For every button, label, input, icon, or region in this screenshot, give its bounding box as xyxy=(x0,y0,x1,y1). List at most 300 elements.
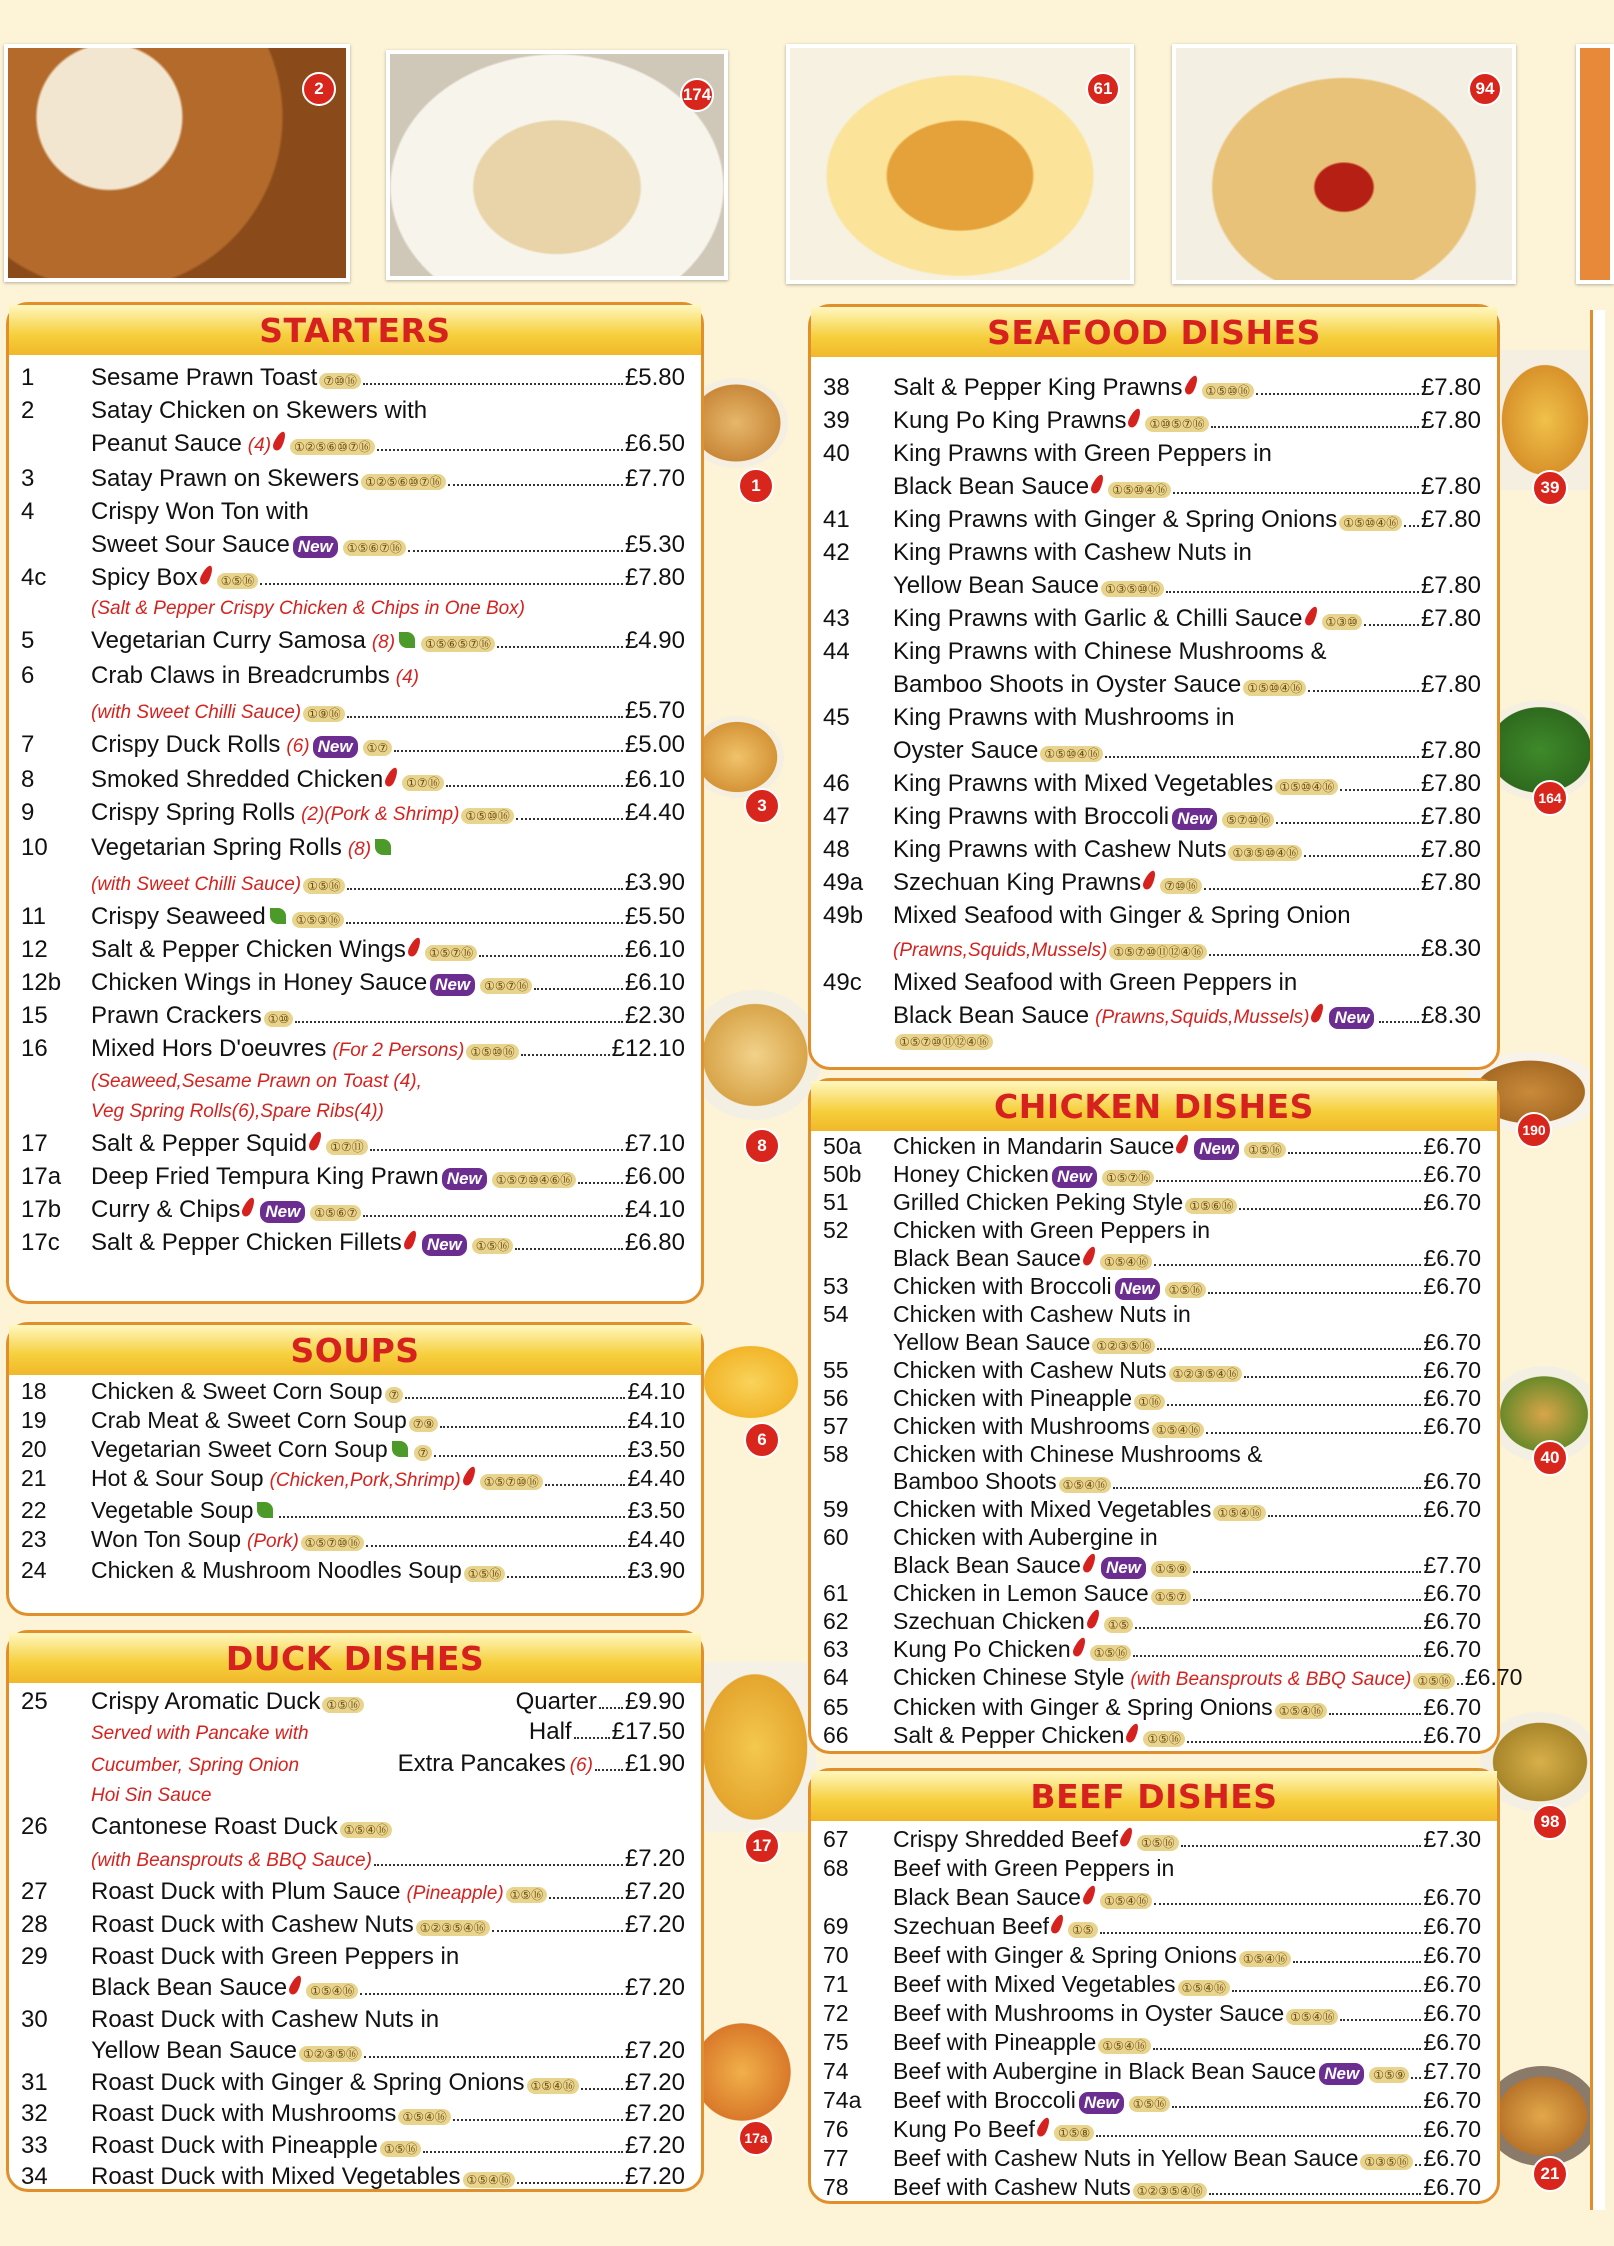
item-number: 19 xyxy=(21,1407,47,1433)
item-number: 70 xyxy=(823,1941,849,1968)
item-number: 12 xyxy=(21,936,48,963)
item-body xyxy=(893,635,1481,701)
item-line xyxy=(893,1468,1481,1496)
dot-leader xyxy=(1204,888,1419,890)
menu-item xyxy=(823,1580,1481,1608)
item-body xyxy=(91,2161,685,2193)
item-body xyxy=(893,371,1481,404)
chili-icon xyxy=(1303,605,1320,627)
item-number: 46 xyxy=(823,770,850,797)
item-price: £6.70 xyxy=(1423,1580,1481,1607)
item-number: 49a xyxy=(823,869,864,896)
menu-item xyxy=(823,437,1481,503)
item-price: £6.80 xyxy=(624,1229,685,1256)
item-line xyxy=(893,1636,1481,1664)
item-line xyxy=(893,1441,1481,1469)
item-body xyxy=(91,763,685,796)
item-name: Satay Prawn on Skewers xyxy=(91,465,360,492)
item-price: £6.70 xyxy=(1423,1356,1481,1383)
menu-item xyxy=(823,2115,1481,2144)
item-number: 53 xyxy=(823,1272,849,1299)
item-note: (with Sweet Chilli Sauce) xyxy=(91,702,302,723)
side-dish-badge: 17 xyxy=(744,1828,780,1864)
item-price: £7.20 xyxy=(624,2131,685,2159)
allergen-codes: ①⑤⑦⑩⑪⑫④⑯ xyxy=(1109,944,1207,960)
item-name: Black Bean Sauce xyxy=(893,1244,1081,1271)
item-line xyxy=(893,1413,1481,1441)
item-name: King Prawns with Mixed Vegetables xyxy=(893,770,1274,797)
dot-leader xyxy=(1379,1021,1419,1023)
item-line xyxy=(91,1226,685,1259)
item-number: 47 xyxy=(823,803,850,830)
item-line xyxy=(893,2115,1481,2144)
item-line xyxy=(91,659,685,694)
menu-item xyxy=(823,404,1481,437)
dot-leader xyxy=(377,449,623,451)
item-name: Beef with Cashew Nuts in Yellow Bean Sauce xyxy=(893,2144,1359,2171)
dot-leader xyxy=(1209,954,1419,956)
section-title: CHICKEN DISHES xyxy=(811,1081,1497,1131)
item-name: Crispy Seaweed xyxy=(91,903,266,930)
allergen-codes: ①⑤⑯ xyxy=(303,878,345,894)
item-name: Cantonese Roast Duck xyxy=(91,1813,338,1840)
dot-leader xyxy=(347,716,623,718)
item-body xyxy=(91,462,685,495)
item-number: 16 xyxy=(21,1035,48,1062)
menu-item xyxy=(823,1189,1481,1217)
item-name: Won Ton Soup xyxy=(91,1525,242,1552)
item-name: Crispy Aromatic Duck xyxy=(91,1688,321,1715)
allergen-codes: ⑦ xyxy=(385,1387,404,1403)
duck-section xyxy=(6,1630,704,2192)
dot-leader xyxy=(408,550,623,552)
menu-item xyxy=(823,602,1481,635)
allergen-codes: ①⑤⑯ xyxy=(1165,1282,1207,1298)
item-name: Peanut Sauce xyxy=(91,430,242,457)
item-body xyxy=(893,404,1481,437)
item-price: £7.20 xyxy=(624,1911,685,1938)
section-title: DUCK DISHES xyxy=(9,1633,701,1683)
item-detail: (with Beansprouts & BBQ Sauce) xyxy=(1130,1669,1412,1691)
allergen-codes: ①③⑤⑯ xyxy=(1360,2154,1412,2170)
item-body xyxy=(91,2098,685,2130)
allergen-codes: ⑦ xyxy=(414,1445,433,1461)
item-number: 17b xyxy=(21,1196,62,1223)
item-price: £7.80 xyxy=(624,564,685,591)
dot-leader xyxy=(516,818,623,820)
item-name: Roast Duck with Cashew Nuts xyxy=(91,1911,414,1938)
portion-label: Half xyxy=(528,1718,572,1745)
item-body xyxy=(893,899,1481,966)
dot-leader xyxy=(260,583,623,585)
allergen-codes: ①⑤⑩④⑯ xyxy=(1108,482,1171,498)
item-name: Beef with Green Peppers in xyxy=(893,1855,1175,1881)
item-price: £7.80 xyxy=(1420,605,1481,632)
item-number: 17c xyxy=(21,1229,60,1256)
item-number: 50b xyxy=(823,1161,862,1187)
side-dish-photo xyxy=(696,1340,806,1424)
item-price: £7.80 xyxy=(1420,770,1481,797)
dot-leader xyxy=(1096,2135,1421,2137)
item-line xyxy=(893,1245,1481,1273)
menu-item xyxy=(823,1912,1481,1941)
menu-item xyxy=(21,999,685,1032)
item-number: 51 xyxy=(823,1189,849,1215)
item-price: £4.90 xyxy=(624,627,685,654)
item-name: Szechuan Chicken xyxy=(893,1608,1085,1635)
item-line xyxy=(893,1217,1481,1245)
item-body xyxy=(893,767,1481,800)
item-number: 17a xyxy=(21,1163,62,1190)
item-body xyxy=(91,999,685,1032)
item-note: Hoi Sin Sauce xyxy=(91,1785,212,1806)
item-price: £17.50 xyxy=(611,1718,685,1745)
vegetarian-leaf-icon xyxy=(399,632,415,648)
item-line xyxy=(91,1464,685,1496)
item-price: £7.20 xyxy=(624,1844,685,1872)
new-badge: New xyxy=(313,736,358,758)
item-name: Chicken & Mushroom Noodles Soup xyxy=(91,1557,462,1583)
item-price: £5.50 xyxy=(624,903,685,930)
item-line xyxy=(893,602,1481,635)
item-number: 29 xyxy=(21,1942,48,1970)
chili-icon xyxy=(406,936,423,958)
new-badge: New xyxy=(1101,1557,1146,1579)
item-price: £3.90 xyxy=(624,869,685,896)
item-number: 20 xyxy=(21,1436,47,1462)
new-badge: New xyxy=(293,536,338,558)
dot-leader xyxy=(1308,690,1419,692)
item-detail: (Pork) xyxy=(247,1530,299,1552)
item-price: £6.70 xyxy=(1423,1161,1481,1187)
item-name: Roast Duck with Ginger & Spring Onions xyxy=(91,2068,525,2096)
item-price: £4.40 xyxy=(624,799,685,826)
allergen-codes: ①⑤⑯ xyxy=(217,573,259,589)
item-body xyxy=(893,1664,1523,1694)
item-number: 12b xyxy=(21,969,62,996)
allergen-codes: ①⑤⑦⑯ xyxy=(1102,1170,1154,1186)
dot-leader xyxy=(1105,756,1418,758)
item-line xyxy=(893,966,1481,999)
photo-badge: 174 xyxy=(680,78,714,112)
item-price: £6.70 xyxy=(1423,1189,1481,1215)
item-number: 49b xyxy=(823,902,864,929)
item-name: Szechuan Beef xyxy=(893,1912,1050,1939)
item-body xyxy=(893,1636,1481,1664)
allergen-codes: ①⑤⑯ xyxy=(1137,1835,1179,1851)
dot-leader xyxy=(534,988,623,990)
photo-lemon-chicken xyxy=(786,44,1134,284)
item-name: Mixed Seafood with Green Peppers in xyxy=(893,969,1298,996)
dot-leader xyxy=(1304,855,1419,857)
item-price: £6.70 xyxy=(1423,1970,1481,1997)
new-badge: New xyxy=(1319,2063,1364,2085)
allergen-codes: ①⑤⑩⑯ xyxy=(466,1044,518,1060)
section-title: SOUPS xyxy=(9,1325,701,1375)
item-number: 30 xyxy=(21,2005,48,2033)
dot-leader xyxy=(295,1021,623,1023)
item-number: 74 xyxy=(823,2057,849,2084)
item-number: 22 xyxy=(21,1496,47,1523)
item-number: 31 xyxy=(21,2068,48,2096)
dot-leader xyxy=(448,484,623,486)
dot-leader xyxy=(549,1897,623,1899)
photo-tempura-prawns xyxy=(1172,44,1516,284)
item-name: Smoked Shredded Chicken xyxy=(91,766,384,793)
allergen-codes: ①③⑤⑩⑯ xyxy=(1101,581,1164,597)
item-body xyxy=(91,361,685,394)
item-number: 28 xyxy=(21,1911,48,1938)
item-body xyxy=(893,2144,1481,2173)
item-price: £7.70 xyxy=(1423,2057,1481,2084)
item-line xyxy=(893,1273,1481,1301)
side-dish-badge: 39 xyxy=(1532,470,1568,506)
menu-item xyxy=(823,371,1481,404)
item-line xyxy=(91,2130,685,2162)
item-body xyxy=(893,833,1481,866)
item-body xyxy=(91,2004,685,2067)
item-name: King Prawns with Green Peppers in xyxy=(893,440,1272,467)
item-body xyxy=(91,561,685,624)
new-badge: New xyxy=(260,1201,305,1223)
item-name: Grilled Chicken Peking Style xyxy=(893,1189,1184,1215)
item-body xyxy=(91,966,685,999)
item-price: £8.30 xyxy=(1420,935,1481,962)
item-body xyxy=(893,2115,1481,2144)
photo-satay-chicken xyxy=(4,44,350,282)
menu-item xyxy=(21,394,685,462)
item-line xyxy=(893,2028,1481,2057)
item-name: Sesame Prawn Toast xyxy=(91,364,318,391)
item-line xyxy=(893,1999,1481,2028)
dot-leader xyxy=(1268,1515,1422,1517)
chili-icon xyxy=(198,564,215,586)
allergen-codes: ①⑯ xyxy=(1134,1394,1165,1410)
chili-icon xyxy=(1310,1002,1327,1024)
item-number: 59 xyxy=(823,1496,849,1523)
item-name: King Prawns with Broccoli xyxy=(893,803,1170,830)
item-line xyxy=(893,1524,1481,1552)
item-price: £6.70 xyxy=(1423,1941,1481,1968)
item-body xyxy=(893,1357,1481,1385)
item-number: 23 xyxy=(21,1525,47,1552)
item-name: Chicken in Lemon Sauce xyxy=(893,1580,1149,1607)
dot-leader xyxy=(1329,1713,1421,1715)
menu-item xyxy=(823,503,1481,536)
menu-item xyxy=(823,536,1481,602)
dot-leader xyxy=(1166,591,1419,593)
menu-item xyxy=(823,2086,1481,2115)
side-dish-badge: 190 xyxy=(1516,1112,1552,1148)
allergen-codes: ①⑦ xyxy=(363,740,393,756)
item-line xyxy=(91,1525,685,1557)
dot-leader xyxy=(1404,525,1419,527)
item-number: 41 xyxy=(823,506,850,533)
menu-item xyxy=(823,2173,1481,2202)
item-price: £6.70 xyxy=(1423,1272,1481,1299)
item-name: Beef with Ginger & Spring Onions xyxy=(893,1941,1237,1968)
menu-item xyxy=(823,701,1481,767)
item-number: 15 xyxy=(21,1002,48,1029)
item-number: 69 xyxy=(823,1912,849,1939)
allergen-codes: ①②⑤⑥⑩⑦⑯ xyxy=(361,474,446,490)
item-number: 3 xyxy=(21,465,35,492)
item-name: Oyster Sauce xyxy=(893,737,1039,764)
item-price: £6.70 xyxy=(1423,1244,1481,1271)
item-name: Black Bean Sauce xyxy=(91,1974,288,2001)
allergen-codes: ①⑤④⑯ xyxy=(1275,1703,1327,1719)
item-name: Beef with Mushrooms in Oyster Sauce xyxy=(893,1999,1285,2026)
item-name: Honey Chicken xyxy=(893,1161,1049,1187)
item-number: 74a xyxy=(823,2086,862,2113)
item-name: Crab Claws in Breadcrumbs xyxy=(91,662,390,689)
item-name: King Prawns with Cashew Nuts xyxy=(893,836,1227,863)
item-price: £3.90 xyxy=(627,1557,685,1583)
item-detail: (4) xyxy=(247,435,272,456)
menu-item xyxy=(21,1160,685,1193)
seafood-list xyxy=(811,357,1497,1050)
dot-leader xyxy=(366,1545,626,1547)
allergen-codes: ①⑤⑯ xyxy=(472,1238,514,1254)
item-price: £7.70 xyxy=(624,465,685,492)
item-line xyxy=(91,1876,685,1910)
new-badge: New xyxy=(1052,1166,1097,1188)
item-name: Satay Chicken on Skewers with xyxy=(91,397,428,424)
item-price: £7.20 xyxy=(624,1974,685,2001)
item-name: Spicy Box xyxy=(91,564,198,591)
menu-item xyxy=(823,1217,1481,1273)
photo-badge: 61 xyxy=(1086,72,1120,106)
menu-item xyxy=(21,1909,685,1941)
item-number: 5 xyxy=(21,627,35,654)
menu-item xyxy=(21,1496,685,1525)
new-badge: New xyxy=(1329,1007,1374,1029)
item-body xyxy=(893,2028,1481,2057)
item-name: Salt & Pepper Chicken xyxy=(893,1721,1125,1748)
photo-badge: 94 xyxy=(1468,72,1502,106)
allergen-codes: ①②③⑤④⑯ xyxy=(1133,2183,1207,2199)
allergen-codes: ①⑤⑯ xyxy=(1244,1142,1286,1158)
duck-items xyxy=(21,1811,685,2193)
item-line xyxy=(91,1406,685,1435)
item-number: 76 xyxy=(823,2115,849,2142)
allergen-codes: ①⑤⑥⑯ xyxy=(1185,1198,1237,1214)
dot-leader xyxy=(1167,1404,1422,1406)
item-line xyxy=(893,503,1481,536)
item-line xyxy=(91,462,685,495)
menu-item xyxy=(21,1687,685,1811)
dot-leader xyxy=(497,646,623,648)
item-name: Kung Po King Prawns xyxy=(893,407,1127,434)
duck-list xyxy=(9,1683,701,2193)
dot-leader xyxy=(1411,2077,1421,2079)
item-body xyxy=(91,1377,685,1406)
item-name: Black Bean Sauce xyxy=(893,1552,1081,1579)
item-number: 68 xyxy=(823,1855,849,1881)
item-price: £6.70 xyxy=(1423,1693,1481,1720)
dot-leader xyxy=(394,750,623,752)
item-line xyxy=(893,734,1481,767)
dot-leader xyxy=(1193,1571,1421,1573)
allergen-codes: ①⑤⑩④⑯ xyxy=(1339,515,1402,531)
item-line xyxy=(893,404,1481,437)
allergen-codes: ①⑤④⑯ xyxy=(1098,2038,1150,2054)
item-number: 61 xyxy=(823,1580,849,1607)
dot-leader xyxy=(347,888,623,890)
dot-leader xyxy=(434,1455,625,1457)
menu-item xyxy=(21,1464,685,1496)
item-line xyxy=(91,728,685,763)
item-body xyxy=(893,2086,1481,2115)
item-line xyxy=(91,2035,685,2067)
item-body xyxy=(893,701,1481,767)
item-body xyxy=(91,1811,685,1876)
item-name: Chicken with Mushrooms xyxy=(893,1412,1150,1439)
allergen-codes: ①⑤⑩④⑯ xyxy=(1040,746,1103,762)
item-price: £9.90 xyxy=(624,1688,685,1715)
item-number: 43 xyxy=(823,605,850,632)
item-number: 39 xyxy=(823,407,850,434)
item-body xyxy=(893,536,1481,602)
item-note: (with Beansprouts & BBQ Sauce) xyxy=(91,1849,372,1871)
chili-icon xyxy=(1141,869,1158,891)
side-dish-badge: 1 xyxy=(738,468,774,504)
menu-item xyxy=(823,1133,1481,1161)
allergen-codes: ①②③⑤④⑯ xyxy=(416,1920,490,1936)
allergen-codes: ①⑤⑯ xyxy=(1143,1731,1185,1747)
item-number: 50a xyxy=(823,1133,862,1159)
item-line xyxy=(893,1854,1481,1883)
menu-item xyxy=(823,2144,1481,2173)
allergen-codes: ①⑤④⑯ xyxy=(463,2172,515,2188)
item-price: £7.20 xyxy=(624,2163,685,2190)
allergen-codes: ①②③⑤⑯ xyxy=(1092,1338,1155,1354)
item-name: Vegetarian Curry Samosa xyxy=(91,627,366,654)
menu-item xyxy=(823,966,1481,1050)
item-price: £6.70 xyxy=(1423,1883,1481,1910)
item-name: Yellow Bean Sauce xyxy=(91,2037,297,2064)
item-price: £6.70 xyxy=(1423,2086,1481,2113)
item-name: Vegetable Soup xyxy=(91,1496,254,1523)
chili-icon xyxy=(1127,407,1144,429)
menu-item xyxy=(21,495,685,561)
item-line xyxy=(91,528,685,561)
menu-item xyxy=(21,900,685,933)
allergen-codes: ①⑤⑧ xyxy=(1054,2125,1094,2141)
chili-icon xyxy=(383,766,400,788)
dot-leader xyxy=(1157,1348,1421,1350)
item-body xyxy=(91,2130,685,2162)
item-price: £6.70 xyxy=(1423,2115,1481,2142)
menu-item xyxy=(823,1496,1481,1524)
item-line xyxy=(893,1941,1481,1970)
item-number: 56 xyxy=(823,1384,849,1411)
menu-item xyxy=(21,1226,685,1259)
vegetarian-leaf-icon xyxy=(270,908,286,924)
beef-section xyxy=(808,1768,1500,2204)
item-number: 45 xyxy=(823,704,850,731)
item-line xyxy=(893,1883,1481,1912)
item-number: 34 xyxy=(21,2163,48,2190)
item-line xyxy=(893,1722,1481,1750)
item-name: Deep Fried Tempura King Prawn xyxy=(91,1163,439,1190)
allergen-codes: ①⑤④⑯ xyxy=(1100,1893,1152,1909)
item-body xyxy=(893,966,1481,1050)
item-line xyxy=(91,361,685,394)
item-line xyxy=(893,899,1481,932)
allergen-codes: ①⑤④⑯ xyxy=(1100,1254,1152,1270)
item-price: £6.70 xyxy=(1423,1721,1481,1748)
